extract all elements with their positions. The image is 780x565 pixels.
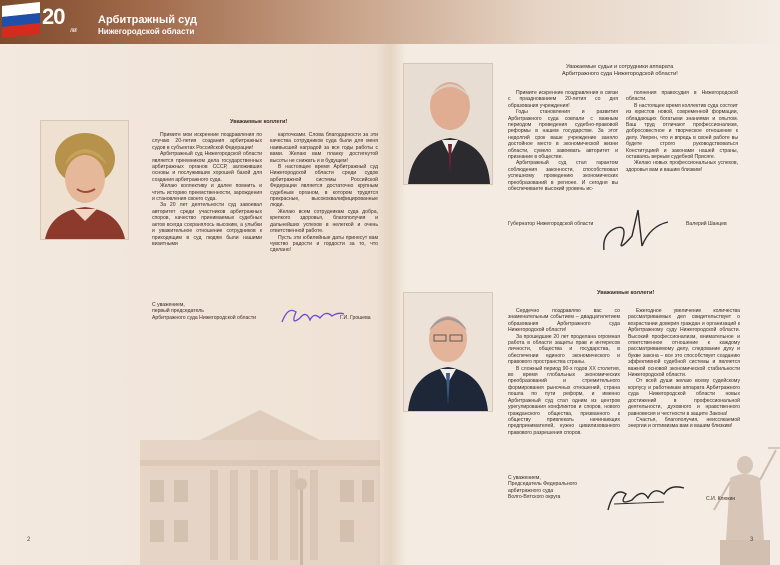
paragraph: От всей души желаю всему судейскому корпусу и работникам аппарата Арбитражного суда Нижегородской области новых достижений в профессиональной деятельности, духовного и нравственного равновесия и честности в защите Закона! bbox=[628, 378, 740, 417]
themis-statue-illustration bbox=[700, 420, 780, 565]
paragraph: Арбитражный суд стал гарантом соблюдения законности, способствовал успешному проведению экономических преобразований в регионе. И сегодня вы обеспечиваете высокий уровень ис- bbox=[508, 160, 618, 193]
right-bottom-signature-block bbox=[508, 475, 618, 501]
portrait-photo-klyukin bbox=[403, 292, 493, 412]
left-greeting: Уважаемые коллеги! bbox=[230, 119, 288, 125]
paragraph: За прошедшие 20 лет проделана огромная работа в области защиты прав и интересов личности, общества и государства, в обеспечении единого экономического и правового пространства страны. bbox=[508, 333, 620, 366]
page-number-right: 3 bbox=[750, 537, 754, 543]
handwritten-signature-grosheva bbox=[278, 304, 348, 330]
portrait-photo-grosheva bbox=[40, 120, 129, 240]
paragraph: Желаю новых профессиональных успехов, здоровья вам и вашим близким! bbox=[626, 160, 738, 173]
sign-line: Арбитражного суда Нижегородской области bbox=[152, 314, 257, 321]
paragraph: Примите мои искренние поздравления по случаю 20-летия создания арбитражных судов в субъектах Российской Федерации! bbox=[152, 132, 262, 151]
man-portrait-icon bbox=[404, 64, 492, 184]
handwritten-signature-shantsev bbox=[598, 206, 678, 256]
page-header bbox=[0, 0, 780, 44]
page-number-left: 2 bbox=[27, 537, 31, 543]
russian-flag-icon bbox=[2, 2, 40, 38]
sign-line: арбитражного суда bbox=[508, 487, 554, 494]
court-subtitle: Нижегородской области bbox=[98, 27, 195, 36]
sign-line: С уважением, bbox=[152, 302, 185, 308]
right-top-column-1 bbox=[508, 90, 618, 193]
left-sign-name: Г.И. Грошева bbox=[340, 315, 371, 321]
right-top-column-2 bbox=[626, 90, 738, 173]
paragraph: полнения правосудия в Нижегородской области. bbox=[626, 90, 738, 103]
paragraph: Арбитражный суд Нижегородской области является преемником дела государственных арбитражных органов СССР, заложивших основы и послуживших хорошей базой для создания арбитражного суда. bbox=[152, 151, 262, 183]
paragraph: Счастья, благополучия, неиссякаемой энергии и оптимизма вам и вашим близким! bbox=[628, 416, 740, 430]
anniversary-number: 20 bbox=[42, 4, 65, 29]
right-top-sign-name: Валерий Шанцев bbox=[686, 221, 727, 227]
portrait-photo-shantsev bbox=[403, 63, 493, 185]
man-portrait-icon bbox=[404, 293, 492, 411]
courthouse-building-illustration bbox=[140, 400, 380, 565]
handwritten-signature-klyukin bbox=[604, 476, 690, 516]
paragraph: Годы становления и развития Арбитражного суда совпали с важным периодом проведения судебно-правовой реформы в нашем государстве. За этот недолгий срок ваше учреждение заняло достойное место в экономической жизни области, сумело завоевать авторитет и признание в обществе. bbox=[508, 109, 618, 161]
left-column-1 bbox=[152, 132, 262, 247]
right-bottom-column-2 bbox=[628, 308, 740, 430]
sign-line: Председатель Федерального bbox=[508, 481, 578, 488]
anniversary-sub: лет bbox=[70, 28, 77, 34]
paragraph: Ежегодное увеличение количества рассматриваемых дел свидетельствует о возрастании доверия граждан и организаций к Арбитражному суду Нижегородской области. Высокий профессионализм, внимательное и ответственное отношение к каждому рассматриваемому делу, следование духу и букве закона – все это способствует созданию эффективной судебной системы и является важной основой экономической стабильности Нижегородской области. bbox=[628, 308, 740, 379]
paragraph: В сложный период 90-х годов XX столетия, во время глобальных экономических преобразований и стремительного формирования рыночных отношений, страна пошла по пути реформ, и именно Арбитражный суд стал одним из центров урегулирования конфликтов и споров, нового гражданского общества, призванного к обществу привлекать начинающих предпринимателей, нужно цивилизованного правового разрешения споров. bbox=[508, 365, 620, 436]
woman-portrait-icon bbox=[41, 121, 128, 239]
right-bottom-column-1 bbox=[508, 308, 620, 436]
paragraph: Желаю всем сотрудникам суда добра, крепкого здоровья, благополучия и дальнейших успехов в нелегкой и очень ответственной работе. bbox=[270, 208, 378, 235]
right-top-sign-title: Губернатор Нижегородской области bbox=[508, 221, 594, 227]
paragraph: карточками. Слова благодарности за эти качества сотрудников суда были для меня наивысшей наградой за все годы работы с вами. Желаю вам планку достигнутой высоты не снижать и в будущем! bbox=[270, 132, 378, 164]
sign-line: Волго-Вятского округа bbox=[508, 494, 561, 501]
right-bottom-greeting: Уважаемые коллеги! bbox=[597, 290, 655, 296]
anniversary-logo bbox=[42, 4, 86, 40]
right-bottom-sign-name: С.И. Клюкин bbox=[706, 496, 736, 502]
paragraph: Желаю коллективу и далее помнить и чтить историю преемственности, зарождения и становления своего суда. bbox=[152, 183, 262, 203]
paragraph: Пусть эти юбилейные даты принесут вам чувство радости и гордости за то, что сделано! bbox=[270, 234, 378, 254]
sign-line: С уважением, bbox=[508, 475, 541, 481]
left-signature-block bbox=[152, 302, 282, 321]
paragraph: В настоящее время коллектив суда состоит из юристов новой, современной формации, обладающих богатыми знаниями и опытом. Ваш труд отличают профессионализм, добросовестное и творческое отношение к делу. Уверен, что и впредь в своей работе вы будете строго руководствоваться Конституцией и законами нашей страны, оставаясь верным судебной Присяге. bbox=[626, 102, 738, 161]
paragraph: Сердечно поздравляю вас со знаменательным событием – двадцатилетием образования Арбитражного суда Нижегородской области! bbox=[508, 308, 620, 334]
sign-line: первый председатель bbox=[152, 308, 204, 315]
left-column-2 bbox=[270, 132, 378, 254]
paragraph: За 20 лет деятельности суд завоевал авторитет среди участников арбитражных споров, качество принимаемых судебных актов всегда сохранялось высоким, а улыбки и уважительное отношение сотрудников к приходящим в суд людям были нашими визитными bbox=[152, 202, 262, 247]
paragraph: Примите искренние поздравления в связи с празднованием 20-летия со дня образования учреждения! bbox=[508, 90, 618, 109]
right-top-greeting-line1: Уважаемые судьи и сотрудники аппарата bbox=[566, 64, 674, 70]
court-title: Арбитражный суд bbox=[98, 14, 198, 26]
paragraph: В настоящее время Арбитражный суд Нижегородской области среди судов арбитражной системы Российской Федерации является достаточно крупным судебным органом, в котором трудятся прекрасные, высококвалифицированные люди. bbox=[270, 164, 378, 209]
right-top-greeting-line2: Арбитражного суда Нижегородской области! bbox=[562, 71, 678, 77]
